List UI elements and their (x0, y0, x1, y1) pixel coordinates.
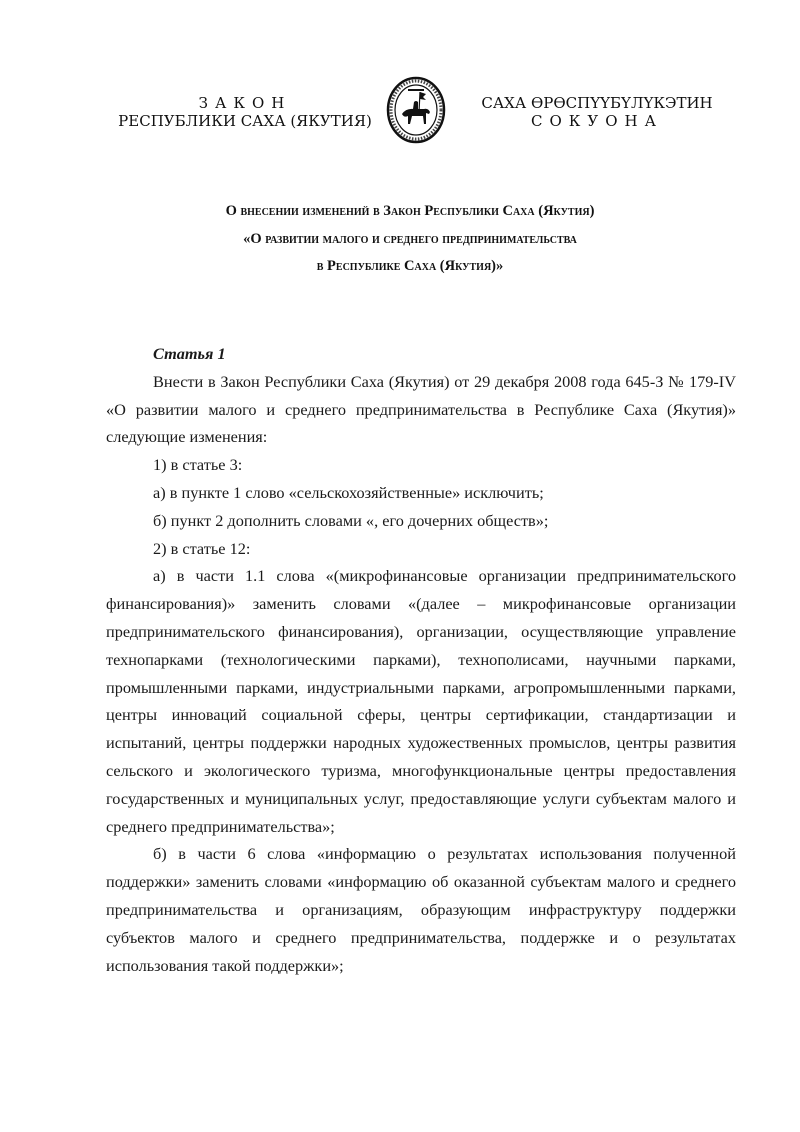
title-line2: «О развитии малого и среднего предпринимательства (243, 230, 577, 247)
document-body (106, 340, 736, 979)
paragraph: 1) в статье 3: (153, 455, 243, 475)
title-line1: О внесении изменений в Закон Республики Саха (Якутия) (225, 203, 595, 219)
header-left-line2: РЕСПУБЛИКИ САХА (ЯКУТИЯ) (118, 112, 372, 130)
paragraph: Внести в Закон Республики Саха (Якутия) от 29 декабря 2008 года 645-З № 179-IV «О развитии малого и среднего предпринимательства в Республике Саха (Якутия)» следующие изменения: (106, 371, 736, 447)
paragraph: 2) в статье 12: (153, 538, 251, 558)
article-heading: Статья 1 (153, 344, 226, 363)
paragraph: а) в пункте 1 слово «сельскохозяйственные» исключить; (153, 482, 544, 502)
emblem-seal-icon (386, 76, 446, 144)
header-right-line2: СОКУОНА (531, 112, 663, 130)
document-title (150, 198, 670, 281)
paragraph: б) пункт 2 дополнить словами «, его дочерних обществ»; (153, 510, 549, 530)
title-line3: в Республике Саха (Якутия)» (316, 258, 504, 274)
paragraph: б) в части 6 слова «информацию о результатах использования полученной поддержки» заменить словами «информацию об оказанной субъектам малого и среднего предпринимательства и организациям, образующим инфраструктуру поддержки субъектов малого и среднего предпринимательства, поддержке и о результатах использования такой поддержки»; (106, 844, 736, 975)
paragraph: а) в части 1.1 слова «(микрофинансовые организации предпринимательского финансирования)» заменить словами «(далее – микрофинансовые организации предпринимательского финансирования), организации, осуществляющие управление технопарками (технологическими парками), технополисами, научными парками, промышленными парками, индустриальными парками, агропромышленными парками, центры инноваций социальной сферы, центры сертификации, стандартизации и испытаний, центры поддержки народных художественных промыслов, центры развития сельского и экологического туризма, многофункциональные центры предоставления государственных и муниципальных услуг, предоставляющие услуги субъектам малого и среднего предпринимательства»; (106, 566, 736, 836)
header-right (462, 94, 732, 130)
header-right-line1: САХА ӨРӨСПҮҮБҮЛҮКЭТИН (481, 94, 713, 112)
header-left (100, 94, 390, 130)
header-left-line1: ЗАКОН (198, 94, 292, 112)
